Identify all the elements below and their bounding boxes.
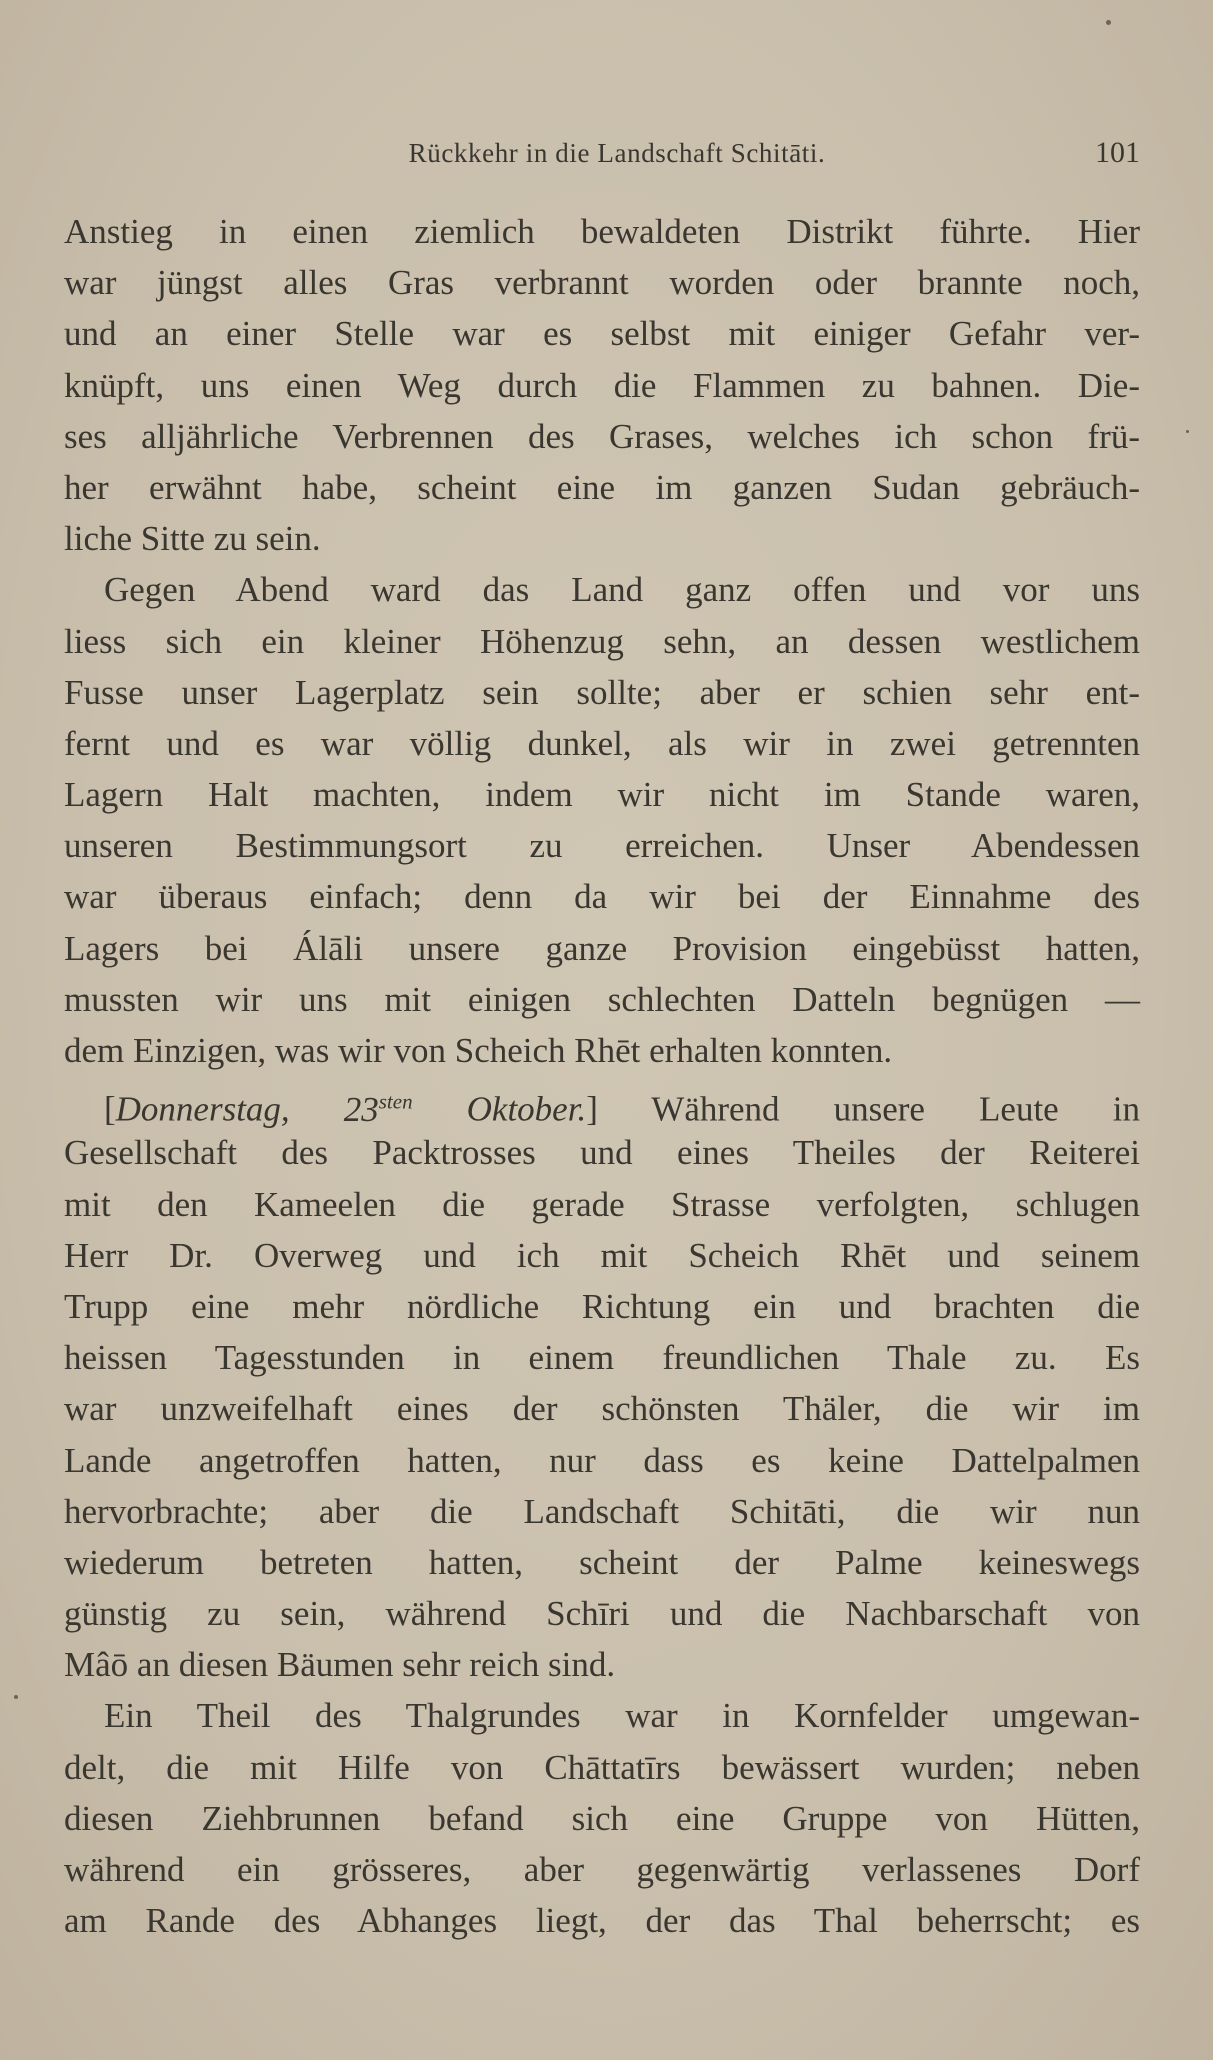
bracket-close: ]: [586, 1089, 598, 1129]
text-line: hervorbrachte; aber die Landschaft Schitāti, die wir nun: [64, 1491, 1140, 1531]
text-line: am Rande des Abhanges liegt, der das Thal beherrscht; es: [64, 1901, 1140, 1941]
date-day: Donnerstag,: [115, 1089, 290, 1129]
page-number: 101: [1095, 136, 1140, 169]
text-line: fernt und es war völlig dunkel, als wir in zwei getrennten: [64, 723, 1140, 763]
text-line: war überaus einfach; denn da wir bei der Einnahme des: [64, 877, 1140, 917]
paragraph: [64, 564, 1140, 1076]
text-line: liche Sitte zu sein.: [64, 519, 321, 559]
paragraph: [64, 206, 1140, 564]
text-line: diesen Ziehbrunnen befand sich eine Gruppe von Hütten,: [64, 1798, 1140, 1838]
paper-speck: [14, 1695, 18, 1699]
date-number: [344, 1090, 413, 1129]
text-line: und an einer Stelle war es selbst mit einiger Gefahr ver-: [64, 314, 1140, 354]
date-num: 23: [343, 1089, 379, 1129]
text-line: Ein Theil des Thalgrundes war in Kornfelder umgewan-: [104, 1696, 1140, 1736]
text-line: Lagern Halt machten, indem wir nicht im Stande waren,: [64, 775, 1140, 815]
text-line: Gesellschaft des Packtrosses und eines Theiles der Reiterei: [64, 1133, 1140, 1173]
paragraph: [64, 1690, 1140, 1946]
text-line: Herr Dr. Overweg und ich mit Scheich Rhēt und seinem: [64, 1235, 1140, 1275]
paper-speck: [1186, 430, 1189, 433]
body-text: [64, 206, 1140, 1946]
date-marker: [104, 1090, 598, 1129]
text-line: Lagers bei Álāli unsere ganze Provision eingebüsst hatten,: [64, 928, 1140, 968]
text-line: Mâō an diesen Bäumen sehr reich sind.: [64, 1645, 616, 1685]
page-header: [64, 138, 1140, 178]
text-line: knüpft, uns einen Weg durch die Flammen zu bahnen. Die-: [64, 365, 1140, 405]
text-line: Gegen Abend ward das Land ganz offen und vor uns: [104, 570, 1140, 610]
text-line: wiederum betreten hatten, scheint der Palme keineswegs: [64, 1542, 1140, 1582]
text-line: liess sich ein kleiner Höhenzug sehn, an dessen westlichem: [64, 621, 1140, 661]
text-line: delt, die mit Hilfe von Chāttatīrs bewässert wurden; neben: [64, 1747, 1140, 1787]
text-line: Trupp eine mehr nördliche Richtung ein und brachten die: [64, 1286, 1140, 1326]
paper-speck: [1106, 20, 1111, 25]
text-line: Anstieg in einen ziemlich bewaldeten Distrikt führte. Hier: [64, 212, 1140, 251]
bracket-open: [: [104, 1089, 116, 1129]
text-line: unseren Bestimmungsort zu erreichen. Unser Abendessen: [64, 826, 1140, 866]
text-line: ses alljährliche Verbrennen des Grases, welches ich schon frü-: [64, 416, 1140, 456]
text-line: heissen Tagesstunden in einem freundlichen Thale zu. Es: [64, 1338, 1140, 1378]
text-line: Lande angetroffen hatten, nur dass es keine Dattelpalmen: [64, 1440, 1140, 1480]
date-month: Oktober.: [466, 1089, 587, 1129]
text-line: günstig zu sein, während Schīri und die Nachbarschaft von: [64, 1594, 1140, 1634]
text-line: mit den Kameelen die gerade Strasse verfolgten, schlugen: [64, 1184, 1140, 1224]
text-line: war jüngst alles Gras verbrannt worden oder brannte noch,: [64, 263, 1140, 303]
line-rest: Während unsere Leute in: [651, 1089, 1140, 1129]
text-line: her erwähnt habe, scheint eine im ganzen Sudan gebräuch-: [64, 467, 1140, 507]
running-title: Rückkehr in die Landschaft Schitāti.: [408, 138, 826, 168]
date-suffix: sten: [378, 1089, 413, 1114]
text-line: war unzweifelhaft eines der schönsten Thäler, die wir im: [64, 1389, 1140, 1429]
dated-line: [64, 1076, 1140, 1127]
text-line: während ein grösseres, aber gegenwärtig verlassenes Dorf: [64, 1850, 1140, 1889]
paragraph: [64, 1076, 1140, 1690]
text-line: dem Einzigen, was wir von Scheich Rhēt erhalten konnten.: [64, 1031, 893, 1070]
text-line: mussten wir uns mit einigen schlechten Datteln begnügen —: [64, 979, 1140, 1019]
text-line: Fusse unser Lagerplatz sein sollte; aber er schien sehr ent-: [64, 672, 1140, 712]
